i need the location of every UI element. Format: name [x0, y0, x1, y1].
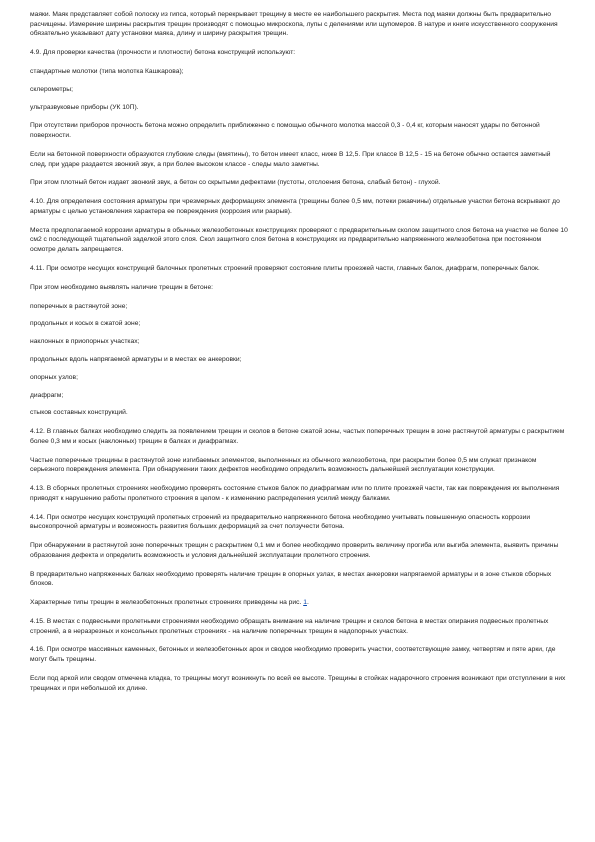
list-item: ультразвуковые приборы (УК 10П).: [30, 103, 139, 111]
paragraph: маяки. Маяк представляет собой полоску из гипса, который перекрывает трещину в месте ее наибольшего раскрытия. Места под маяки должны быть предварительно расчищены. Измерение ширины раскрытия трещин производят с помощью микроскопа, лупы с делениями или щупомеров. В натуре и книге искусственного сооружения обязательно указывают дату установки маяка, длину и ширину раскрытия трещин.: [30, 11, 558, 38]
paragraph: 4.13. В сборных пролетных строениях необходимо проверять состояние стыков балок по диафрагмам или по плите проезжей части, так как повреждения их выполнения приводят к нарушению работы пролетного строения в целом - к изменению распределения усилий между балками.: [30, 485, 560, 502]
paragraph: 4.9. Для проверки качества (прочности и плотности) бетона конструкций используют:: [30, 49, 296, 57]
paragraph: При этом необходимо выявлять наличие трещин в бетоне:: [30, 283, 214, 291]
list-item: опорных узлов;: [30, 373, 78, 381]
paragraph: 4.14. При осмотре несущих конструкций пролетных строений из предварительно напряженного бетона необходимо учитывать повышенную опасность коррозии высокопрочной арматуры и возможность развития больших деформаций за счет ползучести бетона.: [30, 513, 531, 531]
list-item: наклонных в приопорных участках;: [30, 338, 140, 346]
paragraph: Если на бетонной поверхности образуются глубокие следы (вмятины), то бетон имеет класс, ниже В 12,5. При классе В 12,5 - 15 на бетоне обычно остается заметный след, при ударе раздается звонкий звук, а при более высоком классе - следы мало заметны.: [30, 150, 551, 168]
paragraph: Частые поперечные трещины в растянутой зоне изгибаемых элементов, выполненных из обычного железобетона, при раскрытии более 0,5 мм служат признаком серьезного повреждения элемента. При обнаружении таких дефектов необходимо определить возможность дальнейшей эксплуатации конструкции.: [30, 456, 537, 474]
figure-reference-period: .: [306, 599, 309, 607]
paragraph: 4.11. При осмотре несущих конструкций балочных пролетных строений проверяют состояние плиты проезжей части, главных балок, диафрагм, поперечных балок.: [30, 264, 540, 272]
list-item: поперечных в растянутой зоне;: [30, 302, 128, 310]
list-item: склерометры;: [30, 85, 73, 93]
list-item: диафрагм;: [30, 391, 64, 399]
figure-reference-paragraph: [30, 598, 568, 608]
paragraph: При обнаружении в растянутой зоне поперечных трещин с раскрытием 0,1 мм и более необходимо проверить величину прогиба или выгиба элемента, выявить причины образования дефекта и определить возможность и условия дальнейшей эксплуатации пролетного строения.: [30, 542, 559, 559]
list-item: стандартные молотки (типа молотка Кашкарова);: [30, 67, 184, 75]
document-page: [30, 10, 568, 702]
list-item: продольных вдоль напрягаемой арматуры и в местах ее анкеровки;: [30, 355, 242, 363]
paragraph: 4.15. В местах с подвесными пролетными строениями необходимо обращать внимание на наличие трещин и сколов бетона в местах опирания подвесных пролетных строений, а в неразрезных и консольных пролетных строениях - на наличие поперечных трещин в надопорных участках.: [30, 618, 549, 635]
paragraph: Места предполагаемой коррозии арматуры в обычных железобетонных конструкциях проверяют с предварительным сколом защитного слоя бетона на участке не более 10 см2 с последующей тщательной заделкой этого слоя. Скол защитного слоя бетона в конструкциях из предварительно напряженного железобетона при постоянном осмотре делать запрещается.: [30, 226, 568, 253]
paragraph: 4.10. Для определения состояния арматуры при чрезмерных деформациях элемента (трещины более 0,5 мм, потеки ржавчины) отдельные участки бетона вскрывают до арматуры с целью установления характера ее повреждения (коррозия или разрыв).: [30, 198, 560, 215]
paragraph: В предварительно напряженных балках необходимо проверять наличие трещин в опорных узлах, в местах анкеровки напрягаемой арматуры и в зоне стыков сборных блоков.: [30, 570, 552, 588]
paragraph: 4.16. При осмотре массивных каменных, бетонных и железобетонных арок и сводов необходимо проверить участки, соответствующие замку, четвертям и пяте арки, где могут быть трещины.: [30, 646, 556, 664]
paragraph: Если под аркой или сводом отмечена кладка, то трещины могут возникнуть по всей ее высоте. Трещины в стойках надарочного строения возникают при отступлении в них трещинах и при небольшой их длине.: [30, 674, 566, 692]
list-item: продольных и косых в сжатой зоне;: [30, 320, 141, 328]
paragraph: При отсутствии приборов прочность бетона можно определить приближенно с помощью обычного молотка массой 0,3 - 0,4 кг, которым наносят удары по бетонной поверхности.: [30, 122, 540, 140]
paragraph: При этом плотный бетон издает звонкий звук, а бетон со скрытыми дефектами (пустоты, отслоения бетона, слабый бетон) - глухой.: [30, 179, 441, 187]
figure-1-link[interactable]: 1: [303, 599, 307, 607]
paragraph: 4.12. В главных балках необходимо следить за появлением трещин и сколов в бетоне сжатой зоны, частых поперечных трещин в зоне растянутой арматуры с раскрытием более 0,3 мм и косых (наклонных) трещин в балках и диафрагмах.: [30, 428, 565, 445]
figure-reference-text: Характерные типы трещин в железобетонных пролетных строениях приведены на рис.: [30, 599, 304, 607]
list-item: стыков составных конструкций.: [30, 409, 128, 417]
